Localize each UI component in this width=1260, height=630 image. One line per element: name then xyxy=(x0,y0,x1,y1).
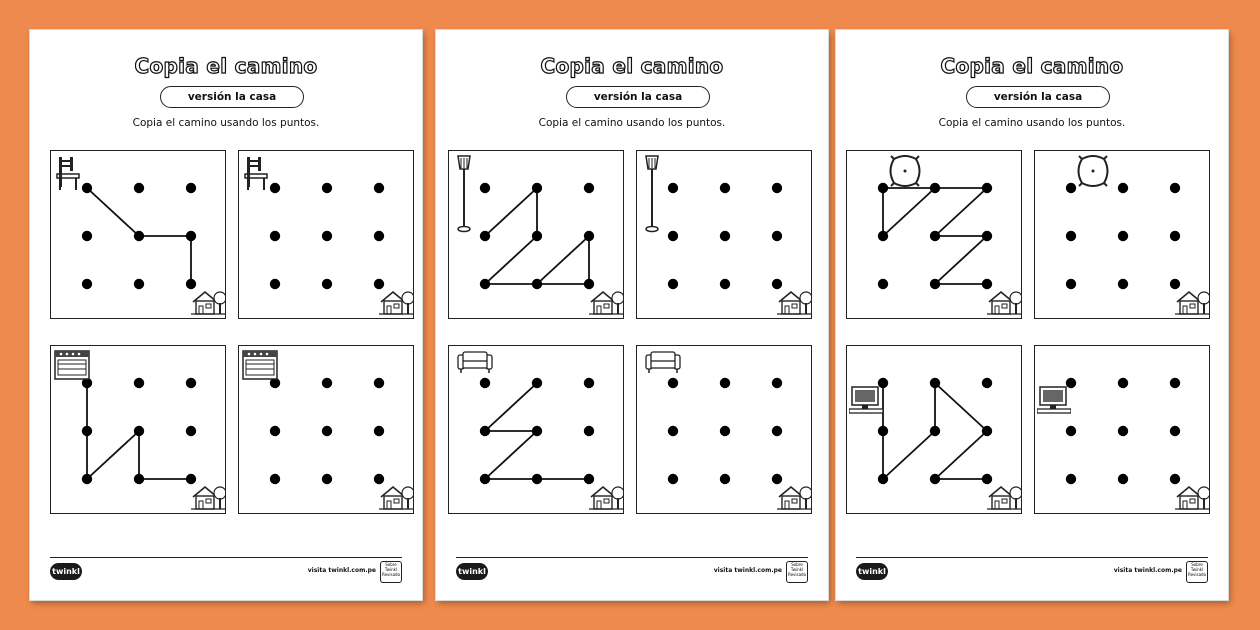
grid-dot[interactable] xyxy=(772,231,782,241)
grid-dot xyxy=(82,183,92,193)
lamp-icon xyxy=(646,156,658,232)
grid-dot xyxy=(134,378,144,388)
example-grid-lamp xyxy=(448,150,624,319)
grid-dot xyxy=(930,183,940,193)
grid-dot[interactable] xyxy=(772,426,782,436)
grid-dot[interactable] xyxy=(772,378,782,388)
grid-dot xyxy=(930,231,940,241)
grid-dot xyxy=(82,474,92,484)
practice-grid-sofa[interactable] xyxy=(636,345,812,514)
instructions: Copia el camino usando los puntos. xyxy=(938,117,1126,129)
grid-dot[interactable] xyxy=(720,183,730,193)
grid-dot[interactable] xyxy=(1170,378,1180,388)
grid-dot[interactable] xyxy=(720,378,730,388)
version-label: versión la casa xyxy=(566,86,710,108)
grid-dot[interactable] xyxy=(1066,183,1076,193)
grid-dot[interactable] xyxy=(322,231,332,241)
grid-dot[interactable] xyxy=(374,279,384,289)
oven-icon xyxy=(243,351,277,379)
grid-dot xyxy=(480,474,490,484)
grid-dot[interactable] xyxy=(1170,279,1180,289)
chair-icon xyxy=(245,157,267,190)
grid-dot xyxy=(134,279,144,289)
grid-dot xyxy=(930,378,940,388)
grid-dot[interactable] xyxy=(1118,183,1128,193)
grid-dot xyxy=(134,183,144,193)
grid-dot xyxy=(480,231,490,241)
worksheet-page-1 xyxy=(30,30,422,600)
twinkl-logo: twinkl xyxy=(50,563,82,580)
grid-dot[interactable] xyxy=(270,183,280,193)
footer-site: visita twinkl.com.pe xyxy=(1113,567,1182,574)
house-icon xyxy=(987,292,1022,314)
grid-dot[interactable] xyxy=(270,474,280,484)
dot-grid xyxy=(1035,151,1211,320)
example-grid-computer xyxy=(846,345,1022,514)
house-icon xyxy=(777,487,812,509)
house-icon xyxy=(191,292,226,314)
instructions: Copia el camino usando los puntos. xyxy=(538,117,726,129)
grid-dot[interactable] xyxy=(322,378,332,388)
grid-dot xyxy=(982,183,992,193)
grid-dot[interactable] xyxy=(1170,474,1180,484)
page-title: Copia el camino xyxy=(134,54,318,78)
grid-dot[interactable] xyxy=(772,183,782,193)
grid-dot[interactable] xyxy=(720,426,730,436)
grid-dot xyxy=(584,183,594,193)
grid-dot xyxy=(134,426,144,436)
grid-dot xyxy=(878,426,888,436)
footer-divider xyxy=(456,557,808,558)
dot-grid xyxy=(847,346,1023,515)
grid-dot xyxy=(532,279,542,289)
quality-badge: Sobre Twinkl Revisado xyxy=(380,561,402,583)
grid-dot xyxy=(982,474,992,484)
grid-dot[interactable] xyxy=(772,279,782,289)
grid-dot[interactable] xyxy=(668,378,678,388)
grid-dot xyxy=(480,279,490,289)
grid-dot[interactable] xyxy=(1066,474,1076,484)
dot-grid xyxy=(637,151,813,320)
dot-grid xyxy=(51,346,227,515)
version-label: versión la casa xyxy=(160,86,304,108)
grid-dot[interactable] xyxy=(1066,426,1076,436)
example-grid-chair xyxy=(50,150,226,319)
grid-dot xyxy=(982,231,992,241)
grid-dot[interactable] xyxy=(270,279,280,289)
grid-dot[interactable] xyxy=(322,183,332,193)
quality-badge: Sobre Twinkl Revisado xyxy=(786,561,808,583)
page-title: Copia el camino xyxy=(940,54,1124,78)
sofa-icon xyxy=(646,352,680,373)
house-icon xyxy=(1175,292,1210,314)
footer-site: visita twinkl.com.pe xyxy=(307,567,376,574)
grid-dot[interactable] xyxy=(720,474,730,484)
grid-dot xyxy=(532,183,542,193)
grid-dot xyxy=(878,231,888,241)
house-icon xyxy=(1175,487,1210,509)
grid-dot[interactable] xyxy=(668,474,678,484)
grid-dot[interactable] xyxy=(374,378,384,388)
chair-icon xyxy=(57,157,79,190)
grid-dot xyxy=(584,231,594,241)
grid-dot xyxy=(134,231,144,241)
grid-dot xyxy=(878,378,888,388)
footer-divider xyxy=(856,557,1208,558)
house-icon xyxy=(379,292,414,314)
grid-dot[interactable] xyxy=(668,231,678,241)
grid-dot xyxy=(982,279,992,289)
footer-site: visita twinkl.com.pe xyxy=(713,567,782,574)
cushion-icon xyxy=(891,156,920,186)
dot-grid xyxy=(51,151,227,320)
grid-dot xyxy=(878,474,888,484)
grid-dot xyxy=(584,474,594,484)
grid-dot[interactable] xyxy=(1066,279,1076,289)
quality-badge: Sobre Twinkl Revisado xyxy=(1186,561,1208,583)
sofa-icon xyxy=(458,352,492,373)
practice-grid-computer[interactable] xyxy=(1034,345,1210,514)
house-icon xyxy=(777,292,812,314)
grid-dot[interactable] xyxy=(1118,474,1128,484)
practice-grid-chair[interactable] xyxy=(238,150,414,319)
grid-dot xyxy=(186,279,196,289)
house-icon xyxy=(987,487,1022,509)
grid-dot[interactable] xyxy=(1066,378,1076,388)
instructions: Copia el camino usando los puntos. xyxy=(132,117,320,129)
grid-dot[interactable] xyxy=(1118,279,1128,289)
grid-dot xyxy=(134,474,144,484)
footer-divider xyxy=(50,557,402,558)
dot-grid xyxy=(239,151,415,320)
grid-dot xyxy=(186,474,196,484)
grid-dot xyxy=(532,231,542,241)
grid-dot xyxy=(930,279,940,289)
practice-grid-lamp[interactable] xyxy=(636,150,812,319)
grid-dot xyxy=(186,231,196,241)
dot-grid xyxy=(637,346,813,515)
worksheet-page-3 xyxy=(836,30,1228,600)
worksheet-page-2 xyxy=(436,30,828,600)
grid-dot[interactable] xyxy=(772,474,782,484)
grid-dot[interactable] xyxy=(374,426,384,436)
grid-dot[interactable] xyxy=(322,426,332,436)
grid-dot xyxy=(878,279,888,289)
lamp-icon xyxy=(458,156,470,232)
grid-dot xyxy=(532,378,542,388)
grid-dot xyxy=(186,378,196,388)
computer-icon xyxy=(849,387,883,413)
house-icon xyxy=(379,487,414,509)
version-label: versión la casa xyxy=(966,86,1110,108)
grid-dot[interactable] xyxy=(668,426,678,436)
grid-dot[interactable] xyxy=(1066,231,1076,241)
dot-grid xyxy=(449,346,625,515)
grid-dot[interactable] xyxy=(720,279,730,289)
grid-dot[interactable] xyxy=(374,231,384,241)
house-icon xyxy=(589,487,624,509)
grid-dot[interactable] xyxy=(1118,378,1128,388)
cushion-icon xyxy=(1079,156,1108,186)
grid-dot xyxy=(82,426,92,436)
example-grid-oven xyxy=(50,345,226,514)
grid-dot xyxy=(532,426,542,436)
grid-dot[interactable] xyxy=(322,279,332,289)
example-grid-sofa xyxy=(448,345,624,514)
house-icon xyxy=(589,292,624,314)
grid-dot[interactable] xyxy=(322,474,332,484)
grid-dot xyxy=(584,279,594,289)
grid-dot[interactable] xyxy=(270,231,280,241)
grid-dot xyxy=(480,378,490,388)
grid-dot xyxy=(480,426,490,436)
grid-dot xyxy=(584,426,594,436)
dot-grid xyxy=(449,151,625,320)
grid-dot xyxy=(584,378,594,388)
grid-dot[interactable] xyxy=(374,474,384,484)
grid-dot xyxy=(982,426,992,436)
dot-grid xyxy=(847,151,1023,320)
grid-dot[interactable] xyxy=(1170,183,1180,193)
grid-dot xyxy=(82,231,92,241)
grid-dot[interactable] xyxy=(668,183,678,193)
oven-icon xyxy=(55,351,89,379)
grid-dot xyxy=(930,474,940,484)
practice-grid-cushion[interactable] xyxy=(1034,150,1210,319)
twinkl-logo: twinkl xyxy=(456,563,488,580)
grid-dot xyxy=(878,183,888,193)
grid-dot[interactable] xyxy=(1118,426,1128,436)
grid-dot xyxy=(82,279,92,289)
grid-dot xyxy=(982,378,992,388)
dot-grid xyxy=(1035,346,1211,515)
house-icon xyxy=(191,487,226,509)
twinkl-logo: twinkl xyxy=(856,563,888,580)
computer-icon xyxy=(1037,387,1071,413)
grid-dot xyxy=(186,183,196,193)
grid-dot xyxy=(186,426,196,436)
grid-dot[interactable] xyxy=(720,231,730,241)
grid-dot xyxy=(930,426,940,436)
grid-dot xyxy=(532,474,542,484)
grid-dot[interactable] xyxy=(374,183,384,193)
practice-grid-oven[interactable] xyxy=(238,345,414,514)
grid-dot[interactable] xyxy=(668,279,678,289)
example-grid-cushion xyxy=(846,150,1022,319)
page-title: Copia el camino xyxy=(540,54,724,78)
grid-dot[interactable] xyxy=(1170,426,1180,436)
grid-dot xyxy=(480,183,490,193)
grid-dot[interactable] xyxy=(1170,231,1180,241)
grid-dot[interactable] xyxy=(1118,231,1128,241)
grid-dot[interactable] xyxy=(270,426,280,436)
dot-grid xyxy=(239,346,415,515)
